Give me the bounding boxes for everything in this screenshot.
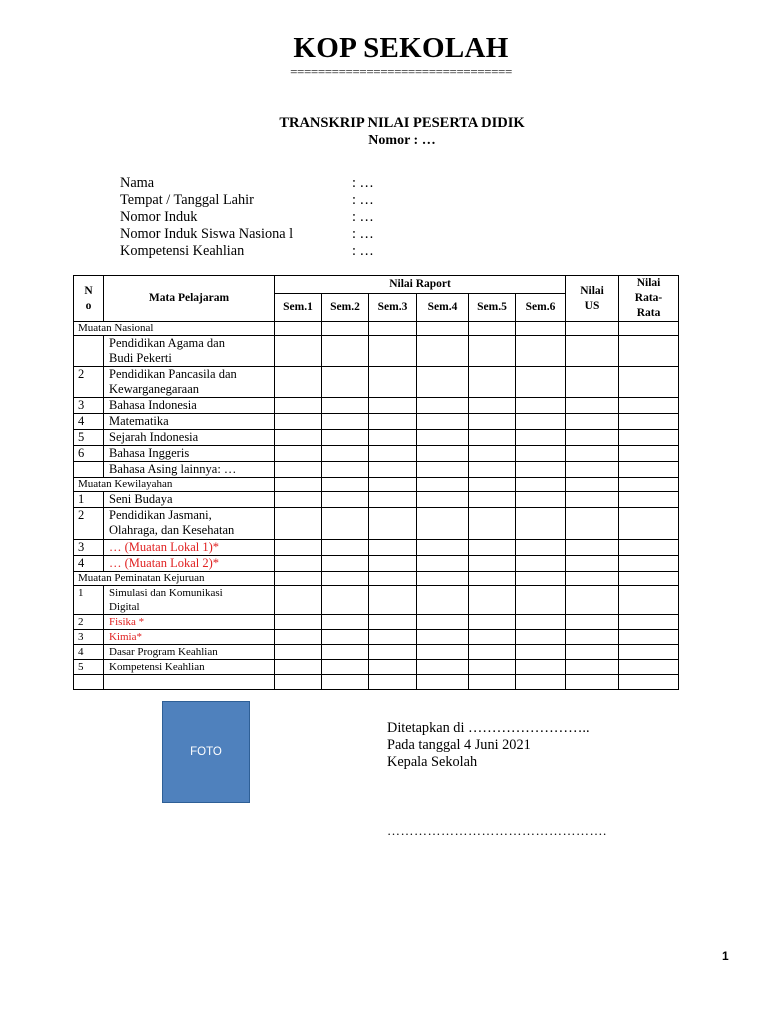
identity-label: Nomor Induk Siswa Nasiona l (120, 226, 294, 242)
header-nilai-raport: Nilai Raport (275, 276, 566, 294)
table-row (74, 430, 679, 446)
row-number: 6 (74, 446, 104, 462)
header-sem: Sem.3 (369, 293, 417, 321)
identity-value: : … (352, 209, 374, 225)
row-number (74, 462, 104, 478)
identity-label: Kompetensi Keahlian (120, 243, 245, 259)
table-row (74, 462, 679, 478)
signature-dotted-line: …………………………………………. (387, 823, 607, 838)
document-number: Nomor : … (368, 133, 436, 148)
header-sem: Sem.2 (322, 293, 369, 321)
table-row (74, 556, 679, 572)
signature-place: Ditetapkan di …………………….. (387, 720, 590, 736)
row-number: 2 (74, 508, 104, 540)
subject-name: … (Muatan Lokal 2)* (104, 556, 275, 572)
identity-value: : … (352, 175, 374, 191)
table-row (74, 367, 679, 398)
subject-name: … (Muatan Lokal 1)* (104, 540, 275, 556)
row-number: 3 (74, 540, 104, 556)
subject-name: Matematika (104, 414, 275, 430)
table-row (74, 615, 679, 630)
row-number: 3 (74, 398, 104, 414)
table-row (74, 446, 679, 462)
section-row (74, 322, 679, 336)
identity-value: : … (352, 192, 374, 208)
row-number: 3 (74, 630, 104, 645)
table-row (74, 540, 679, 556)
letterhead-rule: ================================ (290, 64, 512, 79)
table-row (74, 630, 679, 645)
row-number: 4 (74, 645, 104, 660)
header-nilai-rata: Nilai Rata- Rata (619, 276, 679, 322)
row-number: 1 (74, 492, 104, 508)
subject-name: Kompetensi Keahlian (104, 660, 275, 675)
row-number: 5 (74, 430, 104, 446)
subject-name: Seni Budaya (104, 492, 275, 508)
table-row (74, 586, 679, 615)
document-title: TRANSKRIP NILAI PESERTA DIDIK (279, 115, 525, 131)
page-number: 1 (722, 949, 729, 963)
section-label: Muatan Peminatan Kejuruan (74, 572, 275, 586)
subject-name: Bahasa Inggeris (104, 446, 275, 462)
identity-label: Nama (120, 175, 155, 191)
signature-date: Pada tanggal 4 Juni 2021 (387, 737, 531, 753)
row-number: 4 (74, 414, 104, 430)
signature-role: Kepala Sekolah (387, 754, 478, 770)
table-row (74, 414, 679, 430)
section-row (74, 478, 679, 492)
table-row-empty (74, 675, 679, 690)
table-row (74, 508, 679, 540)
subject-name: Simulasi dan Komunikasi Digital (104, 586, 275, 615)
table-row (74, 660, 679, 675)
header-nilai-us: Nilai US (566, 276, 619, 322)
table-row (74, 398, 679, 414)
photo-label: FOTO (190, 746, 222, 758)
subject-name: Pendidikan Pancasila dan Kewarganegaraan (104, 367, 275, 398)
grade-transcript-table (73, 275, 679, 690)
identity-label: Tempat / Tanggal Lahir (120, 192, 254, 208)
subject-name: Pendidikan Jasmani, Olahraga, dan Kesehatan (104, 508, 275, 540)
row-number: 2 (74, 615, 104, 630)
header-subject: Mata Pelajaram (104, 276, 275, 322)
signature-block (387, 720, 590, 771)
identity-value: : … (352, 226, 374, 242)
row-number: 4 (74, 556, 104, 572)
table-row (74, 492, 679, 508)
subject-name: Pendidikan Agama dan Budi Pekerti (104, 336, 275, 367)
header-sem: Sem.5 (469, 293, 516, 321)
header-sem: Sem.6 (516, 293, 566, 321)
row-number (74, 336, 104, 367)
subject-name: Kimia* (104, 630, 275, 645)
subject-name: Bahasa Indonesia (104, 398, 275, 414)
table-row (74, 645, 679, 660)
header-sem: Sem.1 (275, 293, 322, 321)
section-row (74, 572, 679, 586)
subject-name: Bahasa Asing lainnya: … (104, 462, 275, 478)
section-label: Muatan Kewilayahan (74, 478, 275, 492)
school-letterhead-title: KOP SEKOLAH (293, 32, 509, 64)
header-sem: Sem.4 (417, 293, 469, 321)
row-number: 2 (74, 367, 104, 398)
section-label: Muatan Nasional (74, 322, 275, 336)
header-no: N o (74, 276, 104, 322)
table-row (74, 336, 679, 367)
row-number: 1 (74, 586, 104, 615)
table-header-row (74, 276, 679, 294)
identity-label: Nomor Induk (120, 209, 198, 225)
identity-value: : … (352, 243, 374, 259)
subject-name: Sejarah Indonesia (104, 430, 275, 446)
row-number: 5 (74, 660, 104, 675)
subject-name: Fisika * (104, 615, 275, 630)
photo-placeholder (162, 701, 250, 803)
subject-name: Dasar Program Keahlian (104, 645, 275, 660)
